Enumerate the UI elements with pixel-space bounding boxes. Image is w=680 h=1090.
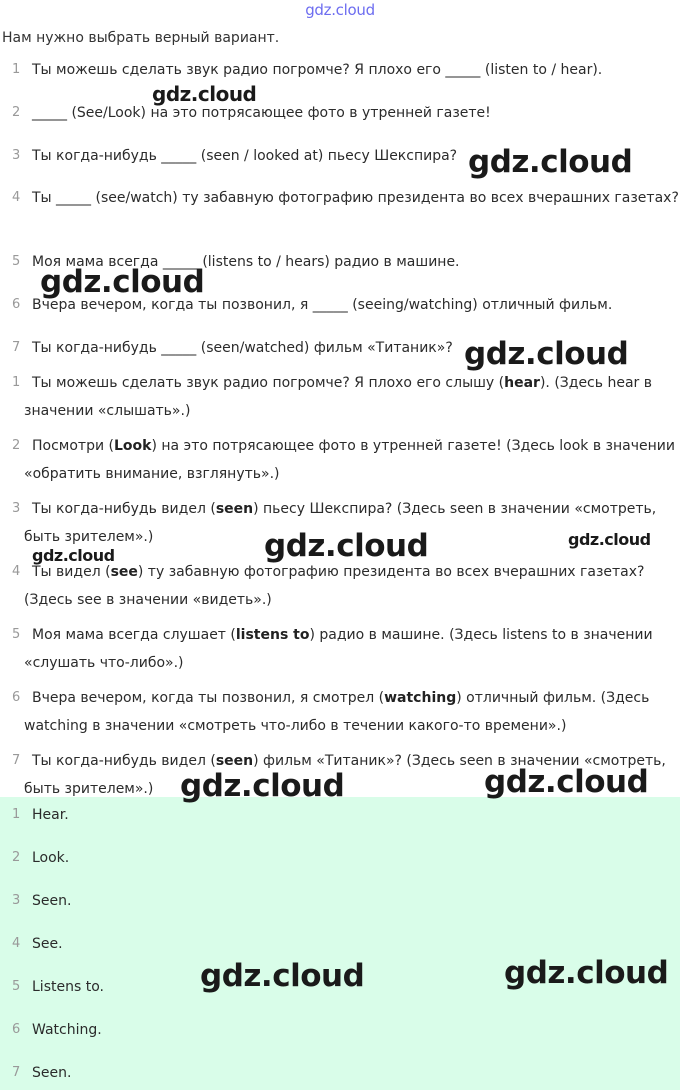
watermark: gdz.cloud <box>504 955 669 991</box>
watermark: gdz.cloud <box>152 82 257 106</box>
watermark: gdz.cloud <box>40 264 205 300</box>
exercise-item: 7 Ты когда-нибудь _____ (seen/watched) фильм «Титаник»? <box>12 340 453 356</box>
exercise-item: 6 Вчера вечером, когда ты позвонил, я _____ (seeing/watching) отличный фильм. <box>12 297 613 313</box>
exercise-item: 5 Моя мама всегда _____ (listens to / hears) радио в машине. <box>12 254 460 270</box>
answer-item: 5 Listens to. <box>12 979 104 995</box>
answer-item: 4 See. <box>12 936 63 952</box>
site-logo[interactable]: gdz.cloud <box>305 1 375 19</box>
explanation-item: 2 Посмотри (Look) на это потрясающее фото в утренней газете! (Здесь look в значении «обратить внимание, взглянуть».) <box>12 438 675 482</box>
explanation-item: 3 Ты когда-нибудь видел (seen) пьесу Шекспира? (Здесь seen в значении «смотреть, быть зрителем».) <box>12 501 657 545</box>
watermark: gdz.cloud <box>32 546 115 565</box>
exercise-item: 4 Ты _____ (see/watch) ту забавную фотографию президента во всех вчерашних газетах? <box>12 190 679 206</box>
exercise-item: 1 Ты можешь сделать звук радио погромче? Я плохо его _____ (listen to / hear). <box>12 62 603 78</box>
watermark: gdz.cloud <box>264 528 429 564</box>
explanation-item: 4 Ты видел (see) ту забавную фотографию президента во всех вчерашних газетах? (Здесь see в значении «видеть».) <box>12 564 645 608</box>
explanation-item: 5 Моя мама всегда слушает (listens to) радио в машине. (Здесь listens to в значении «слушать что-либо».) <box>12 627 653 671</box>
answer-item: 7 Seen. <box>12 1065 72 1081</box>
watermark: gdz.cloud <box>484 764 649 800</box>
watermark: gdz.cloud <box>200 958 365 994</box>
answer-item: 2 Look. <box>12 850 70 866</box>
answer-item: 3 Seen. <box>12 893 72 909</box>
exercise-item: 3 Ты когда-нибудь _____ (seen / looked at) пьесу Шекспира? <box>12 148 458 164</box>
answer-item: 1 Hear. <box>12 807 69 823</box>
watermark: gdz.cloud <box>568 530 651 549</box>
answers-box <box>0 797 680 1090</box>
explanation-item: 1 Ты можешь сделать звук радио погромче? Я плохо его слышу (hear). (Здесь hear в значении «слышать».) <box>12 375 652 419</box>
watermark: gdz.cloud <box>180 768 345 804</box>
answer-item: 6 Watching. <box>12 1022 102 1038</box>
watermark: gdz.cloud <box>468 144 633 180</box>
exercise-item: 2 _____ (See/Look) на это потрясающее фото в утренней газете! <box>12 105 491 121</box>
explanation-item: 7 Ты когда-нибудь видел (seen) фильм «Титаник»? (Здесь seen в значении «смотреть, быть зрителем».) <box>12 753 666 797</box>
watermark: gdz.cloud <box>464 336 629 372</box>
explanation-item: 6 Вчера вечером, когда ты позвонил, я смотрел (watching) отличный фильм. (Здесь watching в значении «смотреть что-либо в течении какого-то времени».) <box>12 690 650 734</box>
intro-text: Нам нужно выбрать верный вариант. <box>2 30 280 46</box>
